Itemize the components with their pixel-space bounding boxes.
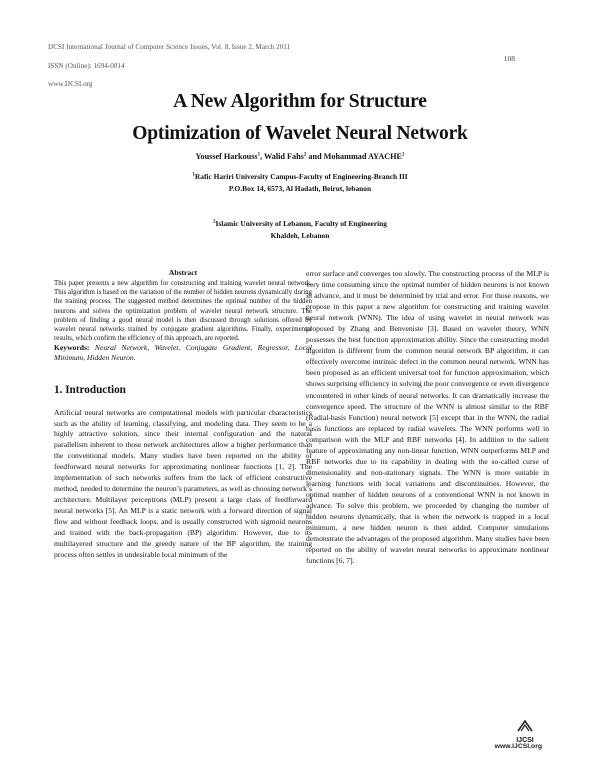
author-name: Youssef Harkouss [195, 152, 258, 161]
right-column [306, 268, 549, 566]
author-affiliation-mark: 2 [402, 152, 405, 158]
keywords-label: Keywords: [54, 342, 90, 352]
author-affiliation-mark: 2 [303, 152, 307, 158]
author-name: Walid Fahs [264, 152, 304, 161]
keywords-list: Neural Network, Wavelet, Conjugate Gradient, Regressor, Local Minimum, Hidden Neuron. [54, 342, 312, 363]
issn: ISSN (Online): 1694-0814 [48, 61, 125, 70]
affiliation-mark: 1 [192, 172, 195, 178]
author-name: Mohammad AYACHE [323, 152, 402, 161]
author-list [0, 152, 600, 161]
intro-paragraph-right: error surface and converges too slowly. The constructing process of the MLP is very time consuming since the optimal number of hidden neurons is not known in advance, and it must be determined by trial and error. For those reasons, we propose in this paper a new algorithm for constructing and training wavelet neural network (WNN). The idea of using wavelet in neural network was proposed by Zhang and Benveniste [3]. Based on wavelet theory, WNN possesses the best function approximation ability. Since the constructing model algorithm is different from the common neural network BP algorithm, it can effectively overcome intrinsic defect in the common neural network. WNN has been proposed as an efficient universal tool for function approximation, which shows surprising efficiency in solving the poor convergence or even divergence encountered in other kinds of neural networks. It can dramatically increase the convergence speed. The structure of the WNN is almost similar to the RBF (Radial-basis Function) neural network [5] except that in the WNN, the radial basis functions are replaced by radial wavelets. The WNN performs well in comparison with the MLP and RBF networks [4]. In addition to the salient feature of approximating any non-linear function, WNN outperforms MLP and RBF networks due to its capability in dealing with the so-called curse of dimensionality and non-stationary signals. The WNN is more suitable in learning functions with local variations and discontinuities. However, the optimal number of hidden neurons of a conventional WNN is not known in advance. To solve this problem, we proceeded by changing the number of hidden neurons dynamically, that is when the network is trapped in a local minimum, a new hidden neuron is then added. Computer simulations demonstrate the advantages of the proposed algorithm. Many studies have been reported on the ability of wavelet neural networks to approximate nonlinear functions [6, 7]. [306, 269, 549, 566]
left-column [54, 268, 312, 561]
affiliation [0, 218, 600, 241]
intro-paragraph-left: Artificial neural networks are computational models with particular characteristics such as the ability of learning, classifying, and modeling data. They seem to be a highly attractive solution, since their internal configuration and the natural parallelism inherent to those network architectures allow a higher performance than the conventional models. Many studies have been reported on the ability of feedforward neural networks for approximating nonlinear functions [1, 2]. The implementation of such networks suffers from the lack of efficient constructive method, needed to determine the neuron’s parameters, as well as choosing network’s architecture. Multilayer perceptrons (MLP) present a large class of feedforward neural networks [5]. An MLP is a static network with a forward direction of signal flow and without feedback loops, and is usually constructed with sigmoid neurons and trained with the back-propagation (BP) algorithm. However, due to its multilayered structure and the greedy nature of the BP algorithm, the training process often settles in undesirable local minimum of the [54, 407, 312, 559]
author-separator: , [260, 152, 265, 161]
journal-name: IJCSI International Journal of Computer Science Issues, Vol. 8, Issue 2, March 2011 [48, 43, 291, 52]
abstract-body: This paper presents a new algorithm for constructing and training wavelet neural network. This algorithm is based on the variation of the number of hidden neurons dynamically during the training process. The suggested method determines the optimal number of the hidden neurons and solves the optimization problem of wavelet neural network structure. The problem of finding a good neural model is then discussed through solutions offered by wavelet neural networks trained by conjugate gradient algorithms. Finally, experimental results, which confirm the efficiency of this approach, are reported. [54, 280, 312, 342]
affiliation-line: Khaldeh, Lebanon [270, 230, 330, 240]
keywords [54, 343, 312, 363]
affiliation-line: Islamic University of Lebanon, Faculty of Engineering [215, 219, 387, 228]
title-line-2: Optimization of Wavelet Neural Network [132, 123, 468, 144]
affiliation-mark: 2 [213, 219, 216, 225]
affiliation [0, 171, 600, 194]
ijcsi-logo-icon [505, 720, 545, 736]
footer-url: www.IJCSI.org [494, 743, 542, 750]
ijcsi-logo [505, 720, 545, 745]
page-number: 108 [503, 54, 515, 63]
journal-site: www.IJCSI.org [48, 80, 93, 89]
title-line-1: A New Algorithm for Structure [173, 91, 427, 112]
affiliation-line: Rafic Hariri University Campus-Faculty of Engineering-Branch III [194, 172, 408, 181]
logo-text: IJCSI [516, 737, 534, 744]
paper-title [0, 86, 600, 150]
author-affiliation-mark: 1 [257, 152, 261, 158]
author-separator: and [306, 152, 324, 161]
abstract-heading: Abstract [168, 268, 198, 277]
affiliation-line: P.O.Box 14, 6573, Al Hadath, Beirut, lebanon [228, 183, 372, 193]
section-heading: 1. Introduction [54, 384, 126, 397]
